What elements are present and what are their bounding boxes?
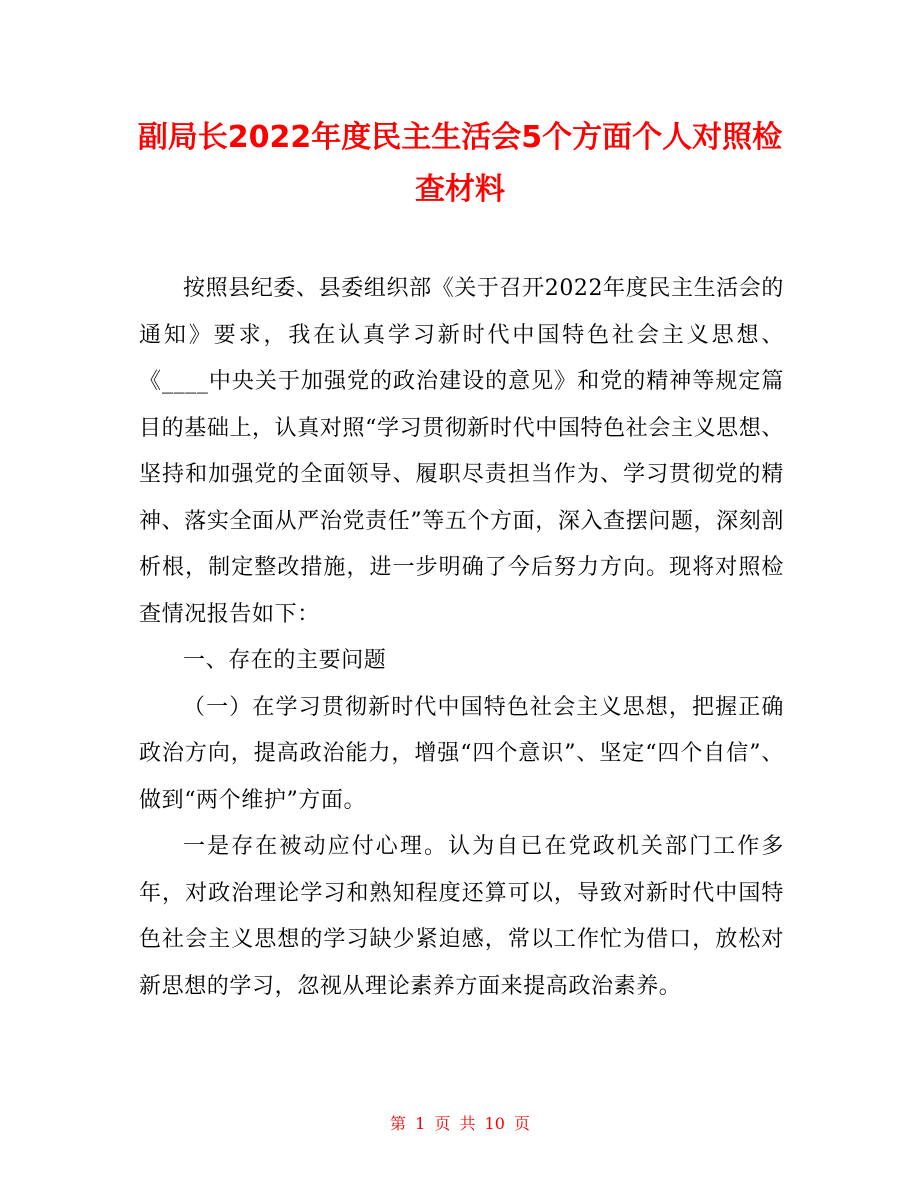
section-heading: 一、存在的主要问题 bbox=[183, 648, 387, 673]
subsection-heading: （一）在学习贯彻新时代中国特色社会主义思想，把握正确政治方向，提高政治能力，增强“四个意识”、坚定“四个自信”、做到“两个维护”方面。 bbox=[139, 694, 784, 813]
page-footer: 第 1 页 共 10 页 bbox=[390, 1114, 530, 1133]
document-title: 副局长2022年度民主生活会5个方面个人对照检查材料 bbox=[137, 120, 783, 207]
document-body bbox=[139, 266, 784, 1010]
paragraph-intro: 按照县纪委、县委组织部《关于召开2022年度民主生活会的通知》要求，我在认真学习新时代中国特色社会主义思想、《____中央关于加强党的政治建设的意见》和党的精神等规定篇目的基础上，认真对照“学习贯彻新时代中国特色社会主义思想、坚持和加强党的全面领导、履职尽责担当作为、学习贯彻党的精神、落实全面从严治党责任”等五个方面，深入查摆问题，深刻剖析根，制定整改措施，进一步明确了今后努力方向。现将对照检查情况报告如下： bbox=[139, 276, 784, 627]
paragraph-issue-one: 一是存在被动应付心理。认为自已在党政机关部门工作多年，对政治理论学习和熟知程度还算可以，导致对新时代中国特色社会主义思想的学习缺少紧迫感，常以工作忙为借口，放松对新思想的学习，忽视从理论素养方面来提高政治素养。 bbox=[139, 834, 784, 999]
